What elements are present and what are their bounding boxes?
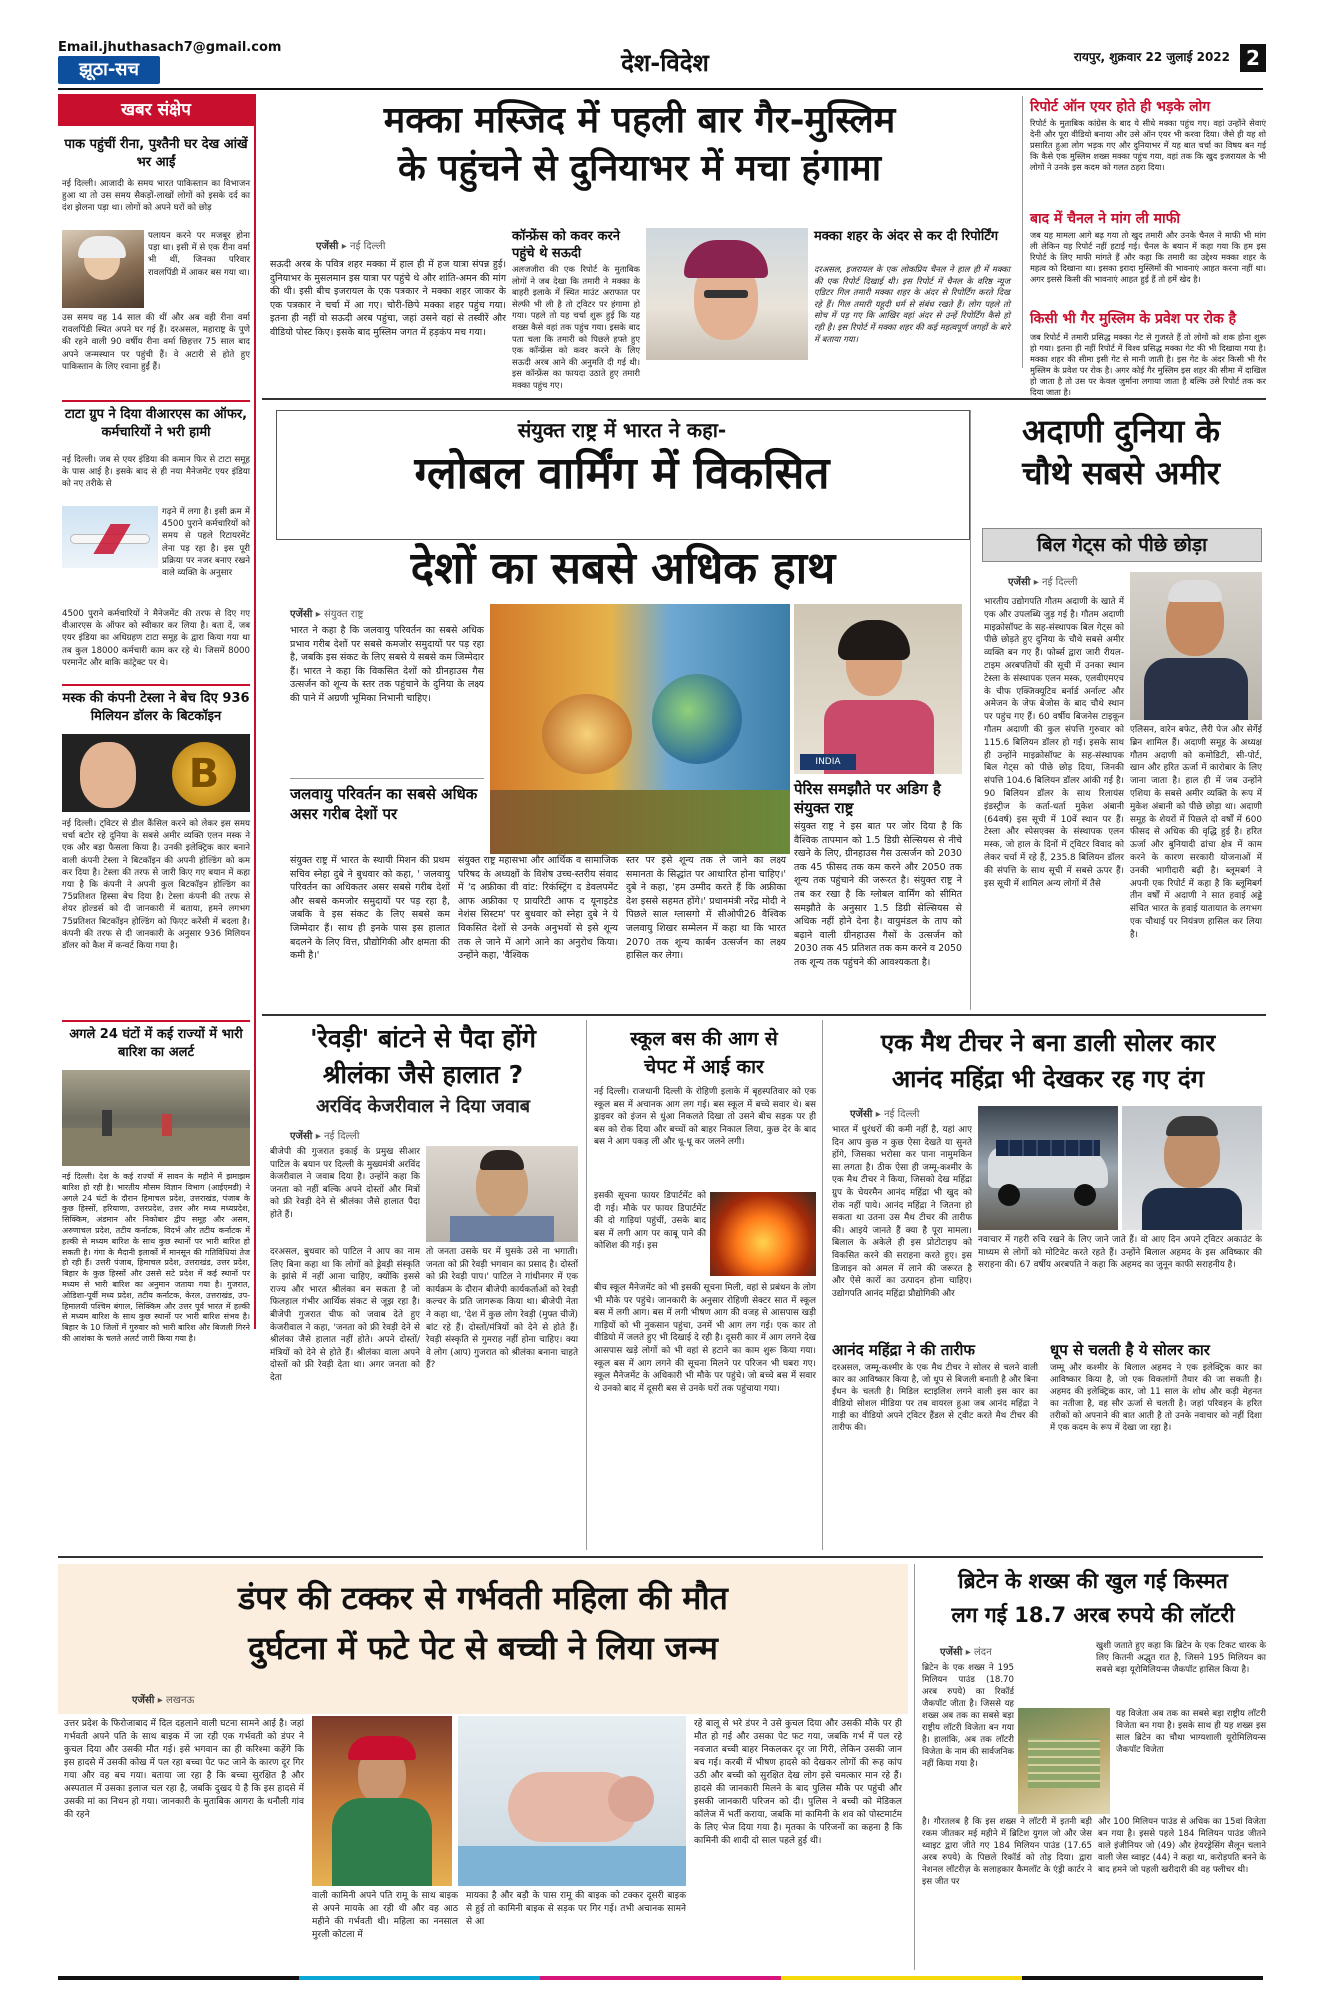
byline-agency: एजेंसी (940, 1647, 963, 1658)
solar-headline-line1: एक मैथ टीचर ने बना डाली सोलर कार (880, 1029, 1216, 1057)
channel-apology-headline: बाद में चैनल ने मांग ली माफी (1030, 211, 1181, 227)
solar-sub2-headline: धूप से चलती है ये सोलर कार (1050, 1341, 1210, 1359)
byline-city: नई दिल्ली (324, 1131, 360, 1142)
adani-strap: बिल गेट्स को पीछे छोड़ा (982, 528, 1262, 562)
bus-text-a: नई दिल्ली। राजधानी दिल्ली के रोहिणी इलाके में बृहस्पतिवार को एक स्कूल बस में अचानक आग लग गई। बस स्कूल में बच्चे सवार थे। बस ड्राइवर को इंजन से धुंआ निकलते दिखा तो उसने बीच सड़क पर ही बस को रोक दिया और बच्चों को बाहर निकाल लिया, कुछ देर के बाद बस ने आग पकड़ ली और धू-धू कर जलने लगी। (594, 1087, 816, 1148)
sidebar-story2-text-c: 4500 पुराने कर्मचारियों ने मैनेजमेंट की तरफ से दिए गए वीआरएस के ऑफर को स्वीकार कर लिया है। बता दें, जब एयर इंडिया का अधिग्रहण टाटा समूह के द्वारा किया गया था तब कुल 18000 कर्मचारी काम कर रहे थे। जिसमें 8000 परमानेंट और बाकि कांट्रेक्ट पर थे। (62, 609, 250, 668)
revdi-byline: एजेंसी ▸ नई दिल्ली (290, 1131, 360, 1142)
dumper-col3: मायका है और बड़ौ के पास रामू की बाइक को टक्कर दूसरी बाइक से हुई तो कामिनी बाइक से सड़क पर गिर गई। तभी अचानक सामने से आ (466, 1891, 686, 1927)
bus-text-b: इसकी सूचना फायर डिपार्टमेंट को दी गई। मौके पर फायर डिपार्टमेंट की दो गाड़ियां पहुंचीं, उसके बाद बस में लगी आग पर काबू पाने की कोशिश की गई। इस (594, 1191, 706, 1252)
solar-sub1-headline: आनंद महिंद्रा ने की तारीफ (832, 1341, 975, 1359)
byline-city: नई दिल्ली (350, 241, 386, 252)
column-rule (822, 1020, 823, 1550)
news-brief-sidebar (58, 94, 256, 1343)
column-rule (914, 1564, 915, 1970)
report-on-air-headline: रिपोर्ट ऑन एयर होते ही भड़के लोग (1030, 99, 1211, 115)
un-headline-line1: ग्लोबल वार्मिंग में विकसित (414, 448, 830, 499)
revdi-col1b: दरअसल, बुधवार को पाटिल ने आप का नाम लिए बिना कहा था कि लोगों को ड्रेवड़ी संस्कृति के झांसे में नहीं आना चाहिए, क्योंकि इससे राज्य और भारत श्रीलंका बन सकता है जो फिलहाल गंभीर आर्थिक संकट से जूझ रहा है। बीजेपी गुजरात चीफ को जवाब देते हुए केजरीवाल ने कहा, 'जनता को फ्री रेवड़ी देने से श्रीलंका जैसे हालात नहीं होते। अपने दोस्तों/मंत्रियों को देने से होते हैं। श्रीलंका वाला अपने दोस्तों को फ्री रेवड़ी देता था। अगर जनता को देता (270, 1247, 420, 1383)
paris-headline: पेरिस समझौते पर अडिग है संयुक्त राष्ट्र (794, 780, 941, 817)
sidebar-story4-text: नई दिल्ली। देश के कई राज्यों में सावन के महीने में झमाझम बारिश हो रही है। भारतीय मौसम विज्ञान विभाग (आईएमडी) ने अगले 24 घंटों के दौरान हिमाचल प्रदेश, उत्तराखंड, पंजाब के कुछ हिस्सों, हरियाणा, उत्तरप्रदेश, उत्तर और मध्य मध्यप्रदेश, सिक्किम, अंडमान और निकोबार द्वीप समूह और असम, अरुणाचल प्रदेश, तटीय कर्नाटक, विदर्भ और तटीय कर्नाटक में हल्की से मध्यम बारिश के साथ कुछ स्थानों पर भारी बारिश हो सकती है। गंगा के मैदानी इलाकों में मानसून की गतिविधियां तेज हो रही हैं। उत्तरी पंजाब, हिमाचल प्रदेश, उत्तराखंड, उत्तर प्रदेश, बिहार के कुछ हिस्सों और उससे सटे प्रदेश में कई स्थानों पर मध्यम से भारी बारिश का अनुमान जताया गया है। गुजरात, ओडिशा-पूर्वी मध्य प्रदेश, तटीय कर्नाटक, केरल, उत्तराखंड, उप-हिमालयी पश्चिम बंगाल, सिक्किम और उत्तर पूर्व भारत में हल्की से मध्यम बारिश के साथ कुछ स्थानों पर भारी बारिश संभव है। बिहार के 10 जिलों में गुरुवार को भारी बारिश और बिजली गिरने की आशंका के चलते अलर्ट जारी किया गया है। (62, 1172, 250, 1343)
mecca-byline: एजेंसी ▸ नई दिल्ली (316, 241, 386, 252)
un-byline: एजेंसी ▸ संयुक्त राष्ट्र (290, 609, 364, 620)
sidebar-story2-text-a: नई दिल्ली। जब से एयर इंडिया की कमान फिर से टाटा समूह के पास आई है। इसके बाद से ही नया मैनेजमेंट एयर इंडिया को नए तरीके से (62, 455, 250, 490)
byline-agency: एजेंसी (316, 241, 339, 252)
adani-headline-line1: अदाणी दुनिया के (1022, 412, 1220, 450)
solar-col1: भारत में धुरंधरों की कमी नहीं है, यहां आए दिन आप कुछ न कुछ ऐसा देखते या सुनते होंगे, जिसका भरोसा कर पाना नामुमकिन सा लगता है। ठीक ऐसा ही जम्मू-कश्मीर के एक मैथ टीचर ने किया, जिसको देख महिंद्रा ग्रुप के चेयरमैन आनंद महिंद्रा भी खुद को रोक नहीं पाये। आनंद महिंद्रा ने जितना हो सकता था उतना उस मैथ टीचर की तारीफ की। आइये जानते हैं क्या है पूरा मामला। बिलाल के अकेले ही इस प्रोटोटाइप को विकसित करने की सराहना करते हुए। इस डिजाइन को अमल में लाने की जरूरत है और ऐसे कारों का उत्पादन होना चाहिए। उद्योगपति आनंद महिंद्रा प्रौद्योगिकी और (832, 1125, 972, 1299)
byline-agency: एजेंसी (132, 1695, 155, 1706)
newspaper-brand-logo: झूठा-सच (58, 56, 160, 84)
mecca-sub1-headline: कॉन्फ्रेंस को कवर करने पहुंचे थे सऊदी (512, 229, 620, 261)
bus-fire-photo (710, 1192, 816, 1276)
section-rule (262, 1014, 1266, 1016)
climate-hands-globe-photo (490, 604, 790, 854)
solar-sub1-text: दरअसल, जम्मू-कश्मीर के एक मैथ टीचर ने सोलर से चलने वाली कार का आविष्कार किया है, जो धूप से बिजली बनाती है और बिना ईंधन के चलती है। मिडिल स्टाइलिश लगने वाली इस कार का वीडियो सोशल मीडिया पर तब वायरल हुआ जब आनंद महिंद्रा ने गाड़ी का वीडियो अपने ट्विटर हैंडल से ट्वीट करते मैथ टीचर की तारीफ की। (832, 1363, 1038, 1433)
un-kicker: संयुक्त राष्ट्र में भारत ने कहा- (517, 418, 727, 442)
bus-text-c: बीच स्कूल मैनेजमेंट को भी इसकी सूचना मिली, वहां से प्रबंधन के लोग भी मौके पर पहुंचे। जानकारी के अनुसार रोहिणी सेक्टर सात में स्कूल बस में लगी आग। बस में लगी भीषण आग की वजह से आसपास खड़ी गाड़ियों को भी नुकसान पहुंचा, उनमें भी आग लग गई। एक कार तो वीडियो में जलते हुए भी दिखाई दे रही है। दूसरी कार में आग लगने देख आसपास खड़े लोगों को भी वहां से हटाने का काम शुरू किया गया। स्कूल बस में आग लगने की सूचना मिलने पर परिजन भी घबरा गए। स्कूल मैनेजमेंट के अधिकारी भी मौके पर पहुंचे। जो बच्चे बस में सवार थे उनको बाद में दूसरी बस से उनके घरों तक पहुंचाया गया। (594, 1283, 816, 1394)
bus-headline-line2: चेपट में आई कार (644, 1056, 764, 1078)
mecca-sub2-headline: मक्का शहर के अंदर से कर दी रिपोर्टिंग (814, 229, 999, 244)
lottery-text-e: और 100 मिलियन पाउंड से अधिक का 15वां विजेता बन गया है। इससे पहले 184 मिलियन पाउंड जीतने वाले इंजीनियर जो (49) और हेयरड्रेसिंग सैलून चलाने वाली जेस थ्वाइट (44) ने कहा था, करोड़पति बनने के बाद हमने जो पहली खरीदारी की वह फ्लीचर थी। (1098, 1817, 1266, 1875)
adani-byline: एजेंसी ▸ नई दिल्ली (1008, 577, 1078, 588)
lottery-headline-line1: ब्रिटेन के शख्स की खुल गई किस्मत (958, 1569, 1228, 1593)
print-color-bar (58, 1976, 1263, 1980)
journalist-photo (646, 228, 808, 360)
solar-sub2-text: जम्मू और कश्मीर के बिलाल अहमद ने एक इलेक्ट्रिक कार का आविष्कार किया है, जो एक विकलांगों तैयार की जा सकती है। अहमद की इलेक्ट्रिक कार, जो 11 साल के शोध और कड़ी मेहनत का नतीजा है, वह सौर ऊर्जा से चलती है। जहां परिवहन के हरित तरीकों को अपनाने की बात आती है तो उनके नवाचार को नहीं दिशा में एक कदम के रूप में देखा जा रहा है। (1050, 1363, 1262, 1433)
dumper-col4: रहे बालू से भरे डंपर ने उसे कुचल दिया और उसकी मौके पर ही मौत हो गई और उसका पेट फट गया, जबकि गर्भ में पल रहे नवजात बच्ची बाहर निकलकर दूर जा गिरी, लेकिन उसकी जान बच गई। करबी में भीषण हादसे को देखकर लोगों की रूह कांप उठी और बच्ची को सुरक्षित देख लोग इसे चमत्कार मान रहे हैं। हादसे की जानकारी मिलने के बाद पुलिस मौके पर पहुंची और इसकी जानकारी परिजन को दी। पुलिस ने बच्ची को मेडिकल कॉलेज में भर्ती कराया, जबकि मां कामिनी के शव को पोस्टमार्टम के लिए भेज दिया गया है। मृतका के परिजनों का कहना है कि कामिनी की शादी दो साल पहले हुई थी। (694, 1719, 902, 1846)
dumper-col1: उत्तर प्रदेश के फिरोजाबाद में दिल दहलाने वाली घटना सामने आई है। जहां गर्भवती अपने पति के साथ बाइक में जा रही एक गर्भवती को डंपर ने कुचल दिया और उसकी मौत गई। इसे भगवान का ही करिश्मा कहेंगे कि इस हादसे में उसकी कोख में पल रहा बच्चा पेट फट जाने के कारण दूर गिर गया और वह बच गया। बताया जा रहा है कि बच्चा सुरक्षित है और अस्पताल में उसका इलाज चल रहा है, जबकि दुखद ये है कि इस हादसे में उसकी मां का निधन हो गया। जानकारी के मुताबिक आगरा के धनौली गांव की रहने (64, 1719, 304, 1820)
un-sub-headline: जलवायु परिवर्तन का सबसे अधिक असर गरीब देशों पर (290, 785, 478, 823)
adani-headline-line2: चौथे सबसे अमीर (1022, 454, 1220, 492)
un-headline-line2: देशों का सबसे अधिक हाथ (410, 543, 836, 594)
mecca-headline-line1: मक्का मस्जिद में पहली बार गैर-मुस्लिम (383, 100, 896, 141)
lottery-text-b: ब्रिटेन के एक शख्स ने 195 मिलियन पाउंड (18.70 अरब रुपये) का रिकॉर्ड जैकपॉट जीता है। जिससे यह शख्स अब तक का सबसे बड़ा राष्ट्रीय लॉटरी विजेता बन गया है। हालांकि, अब तक लॉटरी विजेता के नाम की सार्वजनिक नहीं किया गया है। (922, 1663, 1014, 1769)
section-rule (262, 398, 1266, 400)
solar-byline: एजेंसी ▸ नई दिल्ली (850, 1109, 920, 1120)
sidebar-story3-headline: मस्क की कंपनी टेस्ला ने बेच दिए 936 मिलियन डॉलर के बिटकॉइन (62, 691, 250, 724)
sidebar-story2-headline: टाटा ग्रुप ने दिया वीआरएस का ऑफर, कर्मचारियों ने भरी हामी (64, 407, 248, 440)
dumper-col2: वाली कामिनी अपने पति रामू के साथ बाइक से अपने मायके आ रही थी और वह आठ महीने की गर्भवती थी। महिला का ननसाल मुरली कोटला में (312, 1891, 458, 1940)
dumper-headline-panel (58, 1564, 908, 1714)
un-intro: भारत ने कहा है कि जलवायु परिवर्तन का सबसे अधिक प्रभाव गरीब देशों पर सबसे कमजोर समुदायों पर पड़ रहा है, जबकि इस संकट के लिए सबसे ये सबसे कम जिम्मेदार हैं। भारत ने कहा कि विकसित देशों को ग्रीनहाउस गैस उत्सर्जन को शून्य के स्तर तक पहुंचाने के दुनिया के लक्ष्य की पाने में अग्रणी भूमिका निभानी चाहिए। (290, 625, 484, 704)
mecca-sub1-text: अलजजीरा की एक रिपोर्ट के मुताबिक लोगों ने जब देखा कि तमारी ने मक्का के बाहरी इलाके में स्थित माउंट अराफात पर सेल्फी भी ली है तो ट्विटर पर हंगामा हो गया। पहले तो यह चर्चा शुरू हुई कि यह शख्स कैसे वहां तक पहुंच गया। इसके बाद पता चला कि तमारी को पिछले हफ्ते हुए एक कॉन्फ्रेंस को कवर करने के लिए सऊदी अरब आने की अनुमति दी गई थी। इस कॉन्फ्रेंस का फायदा उठाते हुए तमारी मक्का पहुंच गए। (512, 264, 640, 390)
un-col2: संयुक्त राष्ट्र महासभा और आर्थिक व सामाजिक परिषद के अध्यक्षों के विशेष उच्च-स्तरीय संवाद में 'द अफ्रीका वी वांट: रिकंस्ट्रिंग द डेवलपमेंट आफ अफ्रीका ए प्रायरिटी आफ द यूनाइटेड नेशंस सिस्टम' पर बुधवार को स्नेहा दुबे ने ये विकसित देशों से उनके अनुभवों से इसे शून्य तक ले जाने में आगे आने का अनुरोध किया। उन्होंने कहा, 'वैश्विक (458, 855, 618, 962)
revdi-headline-line2: श्रीलंका जैसे हालात ? (322, 1060, 524, 1089)
byline-agency: एजेंसी (290, 609, 313, 620)
adani-col1: भारतीय उद्योगपति गौतम अदाणी के खाते में एक और उपलब्धि जुड़ गई है। गौतम अदाणी माइक्रोसॉफ्ट के सह-संस्थापक बिल गेट्स को पीछे छोड़ते हुए दुनिया के चौथे सबसे अमीर व्यक्ति बन गए हैं। फोर्ब्स द्वारा जारी रीयल-टाइम अरबपतियों की सूची में उनका स्थान टेस्ला के संस्थापक एलन मस्क, एलवीएमएच के चीफ एक्जिक्यूटिव बर्नार्ड अर्नाल्ट और अमेजन के जेफ बेजोस के बाद चौथे स्थान पर पहुंच गए हैं। 60 वर्षीय बिजनेस टाइकून गौतम अदाणी की कुल संपत्ति गुरुवार को 115.6 बिलियन डॉलर हो गई। इसके साथ ही उन्होंने माइक्रोसॉफ्ट के सह-संस्थापक बिल गेट्स को पीछे छोड़ दिया, जिनकी संपत्ति 104.6 बिलियन डॉलर आंकी गई है। 90 बिलियन डॉलर के साथ रिलायंस इंडस्ट्रीज के कर्ता-धर्ता मुकेश अंबानी (64वर्ष) इस सूची में 10वें स्थान पर हैं। टेस्ला और स्पेसएक्स के संस्थापक एलन मस्क, जो हाल के दिनों में ट्विटर विवाद को लेकर चर्चा में रहे हैं, 235.8 बिलियन डॉलर की संपत्ति के साथ सूची में सबसे ऊपर हैं। इस सूची में शामिल अन्य लोगों में तैसे (984, 597, 1124, 889)
mecca-headline-line2: के पहुंचने से दुनियाभर में मचा हंगामा (397, 148, 882, 189)
flood-photo (62, 1070, 250, 1166)
column-rule (970, 410, 971, 1010)
page-number: 2 (1240, 44, 1266, 72)
dumper-headline-line1: डंपर की टक्कर से गर्भवती महिला की मौत (238, 1579, 728, 1617)
un-col3: स्तर पर इसे शून्य तक ले जाने का लक्ष्य समानता के सिद्धांत पर आधारित होना चाहिए।' दुबे ने कहा, 'हम उम्मीद करते हैं कि अफ्रीका देश इससे सहमत होंगे।' प्रधानमंत्री नरेंद्र मोदी ने पिछले साल ग्लासगो में सीओपी26 वैश्विक जलवायु शिखर सम्मेलन में कहा था कि भारत 2070 तक शून्य कार्बन उत्सर्जन का लक्ष्य हासिल कर लेगा। (626, 855, 786, 962)
channel-apology-text: जब यह मामला आगे बढ़ गया तो खुद तमारी और उनके चैनल ने माफी भी मांग ली लेकिन यह रिपोर्ट नहीं हटाई गई। चैनल के बयान में कहा गया कि हम इस रिपोर्ट के लिए माफी मांगते हैं और कहा कि तमारी का उद्देश्य मक्का शहर के महत्व को दिखाना था। इसका इरादा मुस्लिमों की भावनाएं आहत करना नहीं था। अगर इससे किसी की भावनाएं आहत हुई हैं तो हमें खेद है। (1030, 230, 1266, 284)
byline-city: नई दिल्ली (1042, 577, 1078, 588)
sneha-dubey-photo: INDIA (794, 604, 962, 774)
column-rule (586, 1020, 587, 1550)
mecca-body: सऊदी अरब के पवित्र शहर मक्का में हाल ही में हज यात्रा संपन्न हुई। दुनियाभर के मुसलमान इस यात्रा पर पहुंचे थे और शांति-अमन की मांग की थी। इसी बीच इजरायल के एक पत्रकार ने मक्का शहर जाकर के एक पत्रकार ने चर्चा में आ गए। चोरी-छिपे मक्का शहर पहुंच गया। इतना ही नहीं वो सऊदी अरब पहुंचा, जहां उसने वहां से तस्वीरें और वीडियो पोस्ट किए। इसके बाद मुस्लिम जगत में हड़कंप मच गया। (270, 259, 506, 338)
lottery-headline-line2: लग गई 18.7 अरब रुपये की लॉटरी (951, 1603, 1235, 1627)
air-india-plane-photo (62, 506, 158, 568)
sidebar-divider (62, 400, 250, 402)
sidebar-story2-text-b: गढ़ने में लगा है। इसी क्रम में 4500 पुराने कर्मचारियों को समय से पहले रिटायरमेंट लेना पड़ रहा है। इस पूरी प्रक्रिया पर नजर बनाए रखने वाले व्यक्ति के अनुसार (162, 507, 250, 579)
kejriwal-photo (426, 1146, 578, 1242)
bus-headline-line1: स्कूल बस की आग से (630, 1028, 778, 1050)
byline-city: नई दिल्ली (884, 1109, 920, 1120)
lottery-byline: एजेंसी ▸ लंदन (940, 1647, 992, 1658)
byline-agency: एजेंसी (1008, 577, 1031, 588)
email-address: Email.jhuthasach7@gmail.com (58, 40, 282, 55)
sidebar-story1-text-c: उस समय वह 14 साल की थीं और अब वही रीना वर्मा रावलपिंडी स्थित अपने घर गई हैं। दरअसल, महाराष्ट्र के पुणे की रहने वाली 90 वर्षीय रीना वर्मा छिहत्तर 75 साल बाद अपने जन्मस्थान पर पहुंची हैं। वे अटारी से होते हुए पाकिस्तान के लिए रवाना हुईं हैं। (62, 313, 250, 372)
sidebar-story3-text: नई दिल्ली। ट्विटर से डील कैंसिल करने को लेकर इस समय चर्चा बटोर रहे दुनिया के सबसे अमीर व्यक्ति एलन मस्क ने एक और बड़ा फैसला किया है। उनकी इलेक्ट्रिक कार बनाने वाली कंपनी टेस्ला ने बिटकॉइन की अपनी होल्डिंग को कम कर दिया है। टेस्ला की तरफ से जारी किए गए बयान में कहा गया है कि कंपनी ने अपनी कुल बिटकॉइन होल्डिंग का 75प्रतिशत हिस्सा बेच दिया है। टेस्ला कंपनी की तरफ से शेयर होल्डर्स को दी जानकारी में बताया, हमने लगभग 75प्रतिशत बिटकॉइन होल्डिंग को फिएट करेंसी में बदला है। कंपनी की तरफ से दी जानकारी के अनुसार 936 मिलियन डॉलर को कैश में कन्वर्ट किया गया है। (62, 819, 250, 952)
section-title: देश-विदेश (621, 49, 709, 77)
column-rule (1022, 96, 1023, 368)
newborn-photo (458, 1716, 686, 1886)
sidebar-story1-headline: पाक पहुंचीं रीना, पुश्तैनी घर देख आंखें भर आईं (64, 137, 248, 170)
revdi-strap: अरविंद केजरीवाल ने दिया जवाब (315, 1096, 531, 1117)
lottery-text-d: है। गौरतलब है कि इस शख्स ने लॉटरी में इतनी बड़ी रकम जीतकर मई महीने में ब्रिटिश युगल जो और जेस थ्वाइट द्वारा जीते गए 184 मिलियन पाउंड (17.65 अरब रुपये) के पिछले रिकॉर्ड को तोड़ दिया। द्वारा नेशनल लॉटरीज़ के सलाहकार कैमलॉट के एंड्री कार्टर ने इस जीत पर (922, 1817, 1092, 1887)
anand-mahindra-photo (1122, 1106, 1262, 1230)
revdi-col1a: बीजेपी की गुजरात इकाई के प्रमुख सीआर पाटिल के बयान पर दिल्ली के मुख्यमंत्री अरविंद केजरीवाल ने जवाब दिया है। उन्होंने कहा कि जनता को नहीं बल्कि अपने दोस्तों और मित्रों को फ्री रेवड़ी देने से श्रीलंका जैसे हालात पैदा होते हैं। (270, 1147, 420, 1220)
adani-col2: एलिसन, वारेन बफेट, लैरी पेज और सेर्गेई ब्रिन शामिल हैं। अदाणी समूह के अध्यक्ष गौतम अदाणी को कमोडिटी, सी-पोर्ट, खान और हरित ऊर्जा में कारोबार के लिए जाना जाता है। हाल ही में जब उन्होंने एशिया के सबसे अमीर व्यक्ति के रूप में मुकेश अंबानी को पीछे छोड़ा था। अदाणी समूह के शेयरों में पिछले दो वर्षों में 600 फीसद से अधिक की वृद्धि हुई है। हरित ऊर्जा और बुनियादी ढांचा क्षेत्र में काम करने के कारण सरकारी योजनाओं में उनकी भागीदारी बढ़ी है। ब्लूमबर्ग ने अपनी एक रिपोर्ट में कहा है कि ब्लूमिबर्ग तीन वर्षों में अदाणी ने सात हवाई अड्डे संचित भारत के हवाई यातायात के लगभग एक चौथाई पर नियंत्रण हासिल कर लिया है। (1130, 725, 1262, 940)
revdi-headline-line1: 'रेवड़ी' बांटने से पैदा होंगे (310, 1024, 536, 1053)
sidebar-divider (62, 684, 250, 686)
pregnant-woman-photo (312, 1716, 452, 1886)
solar-headline-line2: आनंद महिंद्रा भी देखकर रह गए दंग (891, 1065, 1205, 1093)
lottery-text-a: खुशी जताते हुए कहा कि ब्रिटेन के एक टिकट धारक के लिए कितनी अद्भुत रात है, जिसने 195 मिलियन का सबसे बड़ा यूरोमिलियन्स जैकपॉट हासिल किया है। (1096, 1641, 1266, 1675)
dateline: रायपुर, शुक्रवार 22 जुलाई 2022 (1073, 50, 1230, 64)
lottery-cash-photo (1018, 1708, 1110, 1814)
byline-city: लंदन (974, 1647, 992, 1658)
un-col1: संयुक्त राष्ट्र में भारत के स्थायी मिशन की प्रथम सचिव स्नेहा दुबे ने बुधवार को कहा, ' जलवायु परिवर्तन का अधिकतर असर सबसे गरीब देशों और सबसे कमजोर समुदायों पर पड़ रहा है, जबकि वे इस संकट के लिए सबसे कम जिम्मेदार हैं। साथ ही इनके पास इस हालात बदलने के लिए वित्त, प्रौद्योगिकी और क्षमता की कमी है।' (290, 855, 450, 962)
byline-city: लखनऊ (166, 1695, 195, 1706)
solar-car-photo (978, 1106, 1118, 1230)
un-headline-box (276, 410, 970, 540)
entry-ban-headline: किसी भी गैर मुस्लिम के प्रवेश पर रोक है (1030, 311, 1237, 327)
section-rule (58, 1556, 1263, 1558)
sidebar-story1-text-a: नई दिल्ली। आजादी के समय भारत पाकिस्तान का विभाजन हुआ था तो उस समय सैकड़ों-लाखों लोगों को इसके दर्द का दंश झेलना पड़ा था। लोगों को अपने घरों को छोड़ (62, 179, 250, 214)
report-on-air-text: रिपोर्ट के मुताबिक कांग्रेस के बाद ये सीधे मक्का पहुंच गए। वहां उन्होंने सेवाएं देनी और पूरा वीडियो बनाया और उसे ऑन एयर भी करवा दिया। जैसे ही यह शो प्रसारित हुआ लोग भड़क गए और दुनियाभर में यह बात चर्चा का विषय बन गई कि कैसे एक मुस्लिम शख्स मक्का पहुंच गया, वहां तक कि खुद इजरायल के भी लोगों ने उनके इस कदम को गलत ठहरा दिया। (1030, 118, 1266, 172)
byline-city: संयुक्त राष्ट्र (324, 609, 364, 620)
sidebar-banner: खबर संक्षेप (58, 94, 254, 126)
sidebar-divider (62, 1020, 250, 1022)
revdi-col2: तो जनता उसके घर में घुसके उसे ना भगाती। जनता को फ्री रेवड़ी भगवान का प्रसाद है। दोस्तों को फ्री रेवड़ी पाप।' पाटिल ने गांधीनगर में एक कार्यक्रम के दौरान बीजेपी कार्यकर्ताओं को रेवड़ी कल्चर के प्रति जागरूक किया था। बीजेपी नेता ने कहा था, 'देश में कुछ लोग रेवड़ी (मुफ्त चीजें) बांट रहे हैं। दोस्तों/मंत्रियों को देने से होते हैं। रेवड़ी संस्कृति से गुमराह नहीं होना चाहिए। क्या वे लोग (आप) गुजरात को श्रीलंका बनाना चाहते हैं? (426, 1247, 578, 1371)
gautam-adani-photo (1130, 572, 1262, 720)
un-col4: संयुक्त राष्ट्र ने इस बात पर जोर दिया है कि वैश्विक तापमान को 1.5 डिग्री सेल्सियस से नीचे रखने के लिए, ग्रीनहाउस गैस उत्सर्जन को 2030 तक 45 फीसद तक कम करने और 2050 तक शून्य तक पहुंचाने की जरूरत है। संयुक्त राष्ट्र ने तब कर रखा है कि ग्लोबल वार्मिंग को सीमित समझौते के अनुसार 1.5 डिग्री सेल्सियस से अधिक नहीं होने देना है। वायुमंडल के ताप को बढ़ाने वाली ग्रीनहाउस गैसों के उत्सर्जन को 2030 तक 45 प्रतिशत तक कम करने व 2050 तक शून्य तक पहुंचने की आवश्यकता है। (794, 821, 962, 968)
elderly-woman-photo (62, 230, 144, 308)
sidebar-story4-headline: अगले 24 घंटों में कई राज्यों में भारी बारिश का अलर्ट (69, 1027, 243, 1060)
musk-bitcoin-photo: B (62, 734, 250, 812)
dumper-byline: एजेंसी ▸ लखनऊ (132, 1695, 195, 1706)
byline-agency: एजेंसी (850, 1109, 873, 1120)
sidebar-story1-text-b: पलायन करने पर मजबूर होना पड़ा था। इसी में से एक रीना वर्मा भी थीं, जिनका परिवार रावलपिंडी में आकर बस गया था। (148, 231, 250, 278)
solar-col2: नवाचार में गहरी रुचि रखने के लिए जाने जाते हैं। वो आए दिन अपने ट्विटर अकाउंट के माध्यम से लोगों को मोटिवेट करते रहते हैं। उन्होंने बिलाल अहमद के इस अविष्कार की सराहना की। 67 वर्षीय अरबपति ने कहा कि अहमद का जुनून काफी सराहनीय है। (978, 1235, 1262, 1271)
byline-agency: एजेंसी (290, 1131, 313, 1142)
dumper-headline-line2: दुर्घटना में फटे पेट से बच्ची ने लिया जन्म (248, 1629, 718, 1667)
lottery-text-c: यह विजेता अब तक का सबसे बड़ा राष्ट्रीय लॉटरी विजेता बन गया है। इसके साथ ही यह शख्स इस साल ब्रिटेन का चौथा भाग्यशाली यूरोमिलियन्स जैकपॉट विजेता (1116, 1709, 1266, 1755)
header-rule (58, 88, 1263, 90)
sub-rule (290, 778, 484, 779)
mecca-sub2-text: दरअसल, इजरायल के एक लोकप्रिय चैनल ने हाल ही में मक्का की एक रिपोर्ट दिखाई थी। इस रिपोर्ट में चैनल के वरिष्ठ न्यूज एडिटर गिल तमारी मक्का शहर के अंदर से रिपोर्टिंग करते दिख रहे हैं। गिल तमारी यहूदी धर्म से संबंध रखते हैं। लोग पहले तो सोच में पड़ गए कि आखिर वहां अंदर से उन्हें रिपोर्टिंग कैसे हो रही है। इस रिपोर्ट में मक्का शहर की कई महत्वपूर्ण जगहों के बारे में बताया गया। (814, 264, 1010, 344)
entry-ban-text: जब रिपोर्ट में तमारी प्रसिद्ध मक्का गेट से गुजरते हैं तो लोगों को शक होना शुरू हो गया। इतना ही नहीं रिपोर्ट में विश्व प्रसिद्ध मक्का गेट की भी दिखाया गया है। मक्का शहर की सीमा इसी गेट से मानी जाती है। इस गेट के अंदर किसी भी गैर मुस्लिम के प्रवेश पर रोक है। अगर कोई गैर मुस्लिम इस शहर की सीमा में दाखिल हो जाता है तो उस पर केवल जुर्माना लगाया जाता है बल्कि उसे रिपोर्ट तक कर दिया जाता है। (1030, 332, 1266, 397)
